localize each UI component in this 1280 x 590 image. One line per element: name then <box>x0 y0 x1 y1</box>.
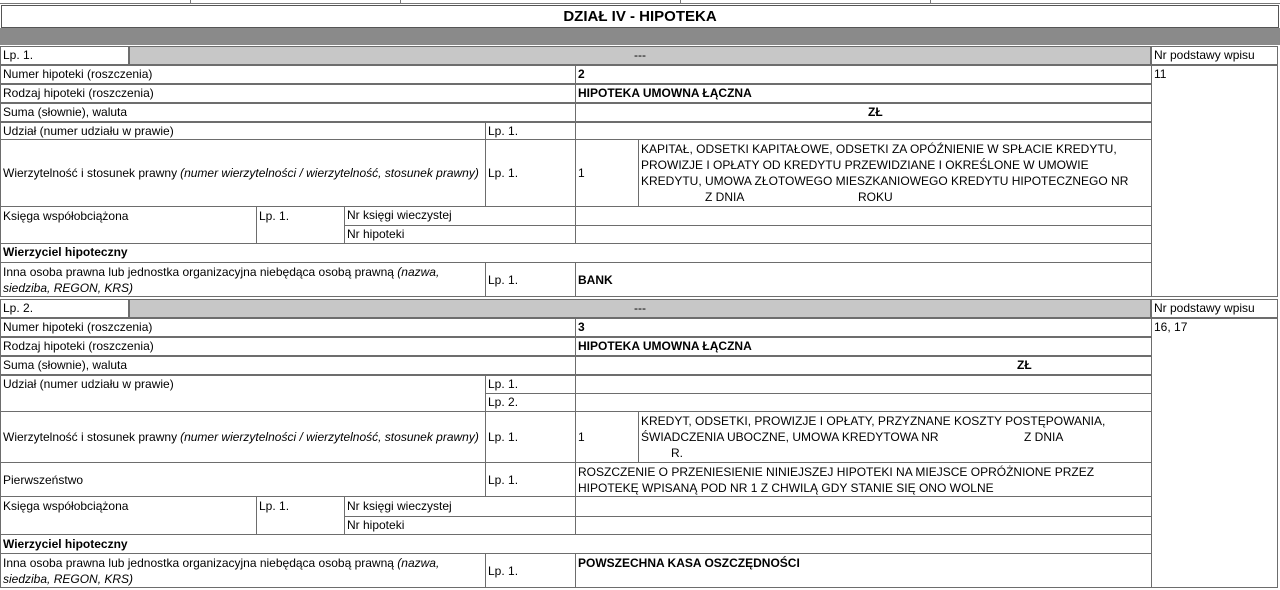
entry-lp: Lp. 1. <box>0 46 129 65</box>
wierzytelnosc-text <box>638 139 1152 207</box>
inna-osoba-label-italic: (nazwa, siedziba, REGON, KRS) <box>3 556 440 586</box>
pierwszenstwo-lp: Lp. 1. <box>485 462 576 497</box>
nr-podstawy-value: 16, 17 <box>1151 318 1278 588</box>
suma-value <box>575 356 1152 375</box>
rodzaj-value: HIPOTEKA UMOWNA ŁĄCZNA <box>575 337 1152 356</box>
nr-hipoteki-value <box>575 516 1152 535</box>
inna-osoba-label <box>0 262 486 297</box>
wierzytelnosc-lp: Lp. 1. <box>485 411 576 463</box>
suma-label: Suma (słownie), waluta <box>0 356 576 375</box>
wierzytelnosc-label <box>0 139 486 207</box>
udzial-lp: Lp. 1. <box>485 122 576 140</box>
numer-label: Numer hipoteki (roszczenia) <box>0 65 576 84</box>
pierwszenstwo-value: ROSZCZENIE O PRZENIESIENIE NINIEJSZEJ HIPOTEKI NA MIEJSCE OPRÓŻNIONE PRZEZ HIPOTEKĘ WPISANĄ POD NR 1 Z CHWILĄ GDY STANIE SIĘ ONO WOLNE <box>575 462 1152 497</box>
suma-label: Suma (słownie), waluta <box>0 103 576 122</box>
numer-value: 3 <box>575 318 1152 337</box>
inna-osoba-label <box>0 553 486 588</box>
wierzytelnosc-num: 1 <box>575 139 639 207</box>
wierzytelnosc-label-italic: (numer wierzytelności / wierzytelność, stosunek prawny) <box>180 430 479 444</box>
nr-hipoteki-label: Nr hipoteki <box>344 516 576 535</box>
udzial-label: Udział (numer udziału w prawie) <box>0 122 486 140</box>
nr-ksiegi-label: Nr księgi wieczystej <box>344 496 576 517</box>
ksiega-lp: Lp. 1. <box>256 496 345 535</box>
numer-value: 2 <box>575 65 1152 84</box>
udzial-label: Udział (numer udziału w prawie) <box>0 375 486 412</box>
wierzytelnosc-lp: Lp. 1. <box>485 139 576 207</box>
rodzaj-label: Rodzaj hipoteki (roszczenia) <box>0 337 576 356</box>
z-dnia: Z DNIA <box>705 190 745 204</box>
wierzytelnosc-label-italic: (numer wierzytelności / wierzytelność, stosunek prawny) <box>180 166 479 180</box>
udzial-lp-1: Lp. 1. <box>485 375 576 394</box>
top-strip <box>0 0 1280 4</box>
entry-header-bar: --- <box>129 46 1151 65</box>
wierzytelnosc-text-body: KAPITAŁ, ODSETKI KAPITAŁOWE, ODSETKI ZA OPÓŹNIENIE W SPŁACIE KREDYTU, PROWIZJE I OPŁATY OD KREDYTU PRZEWIDZIANE I OKREŚLONE W UMOWIE KREDYTU, UMOWA ZŁOTOWEGO MIESZKANIOWEGO KREDYTU HIPOTECZNEGO NR <box>641 142 1129 188</box>
nr-podstawy-value: 11 <box>1151 65 1278 297</box>
entry-lp: Lp. 2. <box>0 299 129 318</box>
wierzyciel-heading: Wierzyciel hipoteczny <box>0 534 1152 554</box>
wierzytelnosc-label-main: Wierzytelność i stosunek prawny <box>3 430 178 444</box>
wierzytelnosc-text <box>638 411 1152 463</box>
inna-osoba-label-main: Inna osoba prawna lub jednostka organizacyjna niebędąca osobą prawną <box>3 265 398 279</box>
ksiega-lp: Lp. 1. <box>256 206 345 244</box>
nr-ksiegi-label: Nr księgi wieczystej <box>344 206 576 226</box>
inna-osoba-label-main: Inna osoba prawna lub jednostka organizacyjna niebędąca osobą prawną <box>3 556 398 570</box>
ksiega-label: Księga współobciążona <box>0 496 257 535</box>
section-separator <box>0 28 1280 45</box>
inna-osoba-label-italic: (nazwa, siedziba, REGON, KRS) <box>3 265 440 295</box>
waluta: ZŁ <box>1017 358 1032 372</box>
wierzyciel-heading: Wierzyciel hipoteczny <box>0 243 1152 263</box>
ksiega-label: Księga współobciążona <box>0 206 257 244</box>
rodzaj-label: Rodzaj hipoteki (roszczenia) <box>0 84 576 103</box>
inna-osoba-lp: Lp. 1. <box>485 262 576 297</box>
udzial-lp-2: Lp. 2. <box>485 393 576 412</box>
udzial-value-2 <box>575 393 1152 412</box>
udzial-value-1 <box>575 375 1152 394</box>
z-dnia: Z DNIA <box>1024 430 1064 444</box>
entry-header-bar: --- <box>129 299 1151 318</box>
rodzaj-value: HIPOTEKA UMOWNA ŁĄCZNA <box>575 84 1152 103</box>
section-title: DZIAŁ IV - HIPOTEKA <box>1 5 1279 28</box>
nr-podstawy-label: Nr podstawy wpisu <box>1151 46 1278 65</box>
wierzytelnosc-label-main: Wierzytelność i stosunek prawny <box>3 166 178 180</box>
inna-osoba-value: POWSZECHNA KASA OSZCZĘDNOŚCI <box>575 553 1152 588</box>
wierzytelnosc-text-body: KREDYT, ODSETKI, PROWIZJE I OPŁATY, PRZYZNANE KOSZTY POSTĘPOWANIA, ŚWIADCZENIA UBOCZNE, UMOWA KREDYTOWA NR <box>641 414 1106 444</box>
nr-ksiegi-value <box>575 496 1152 517</box>
inna-osoba-value: BANK <box>575 262 1152 297</box>
nr-podstawy-label: Nr podstawy wpisu <box>1151 299 1278 318</box>
nr-ksiegi-value <box>575 206 1152 226</box>
r-suffix: R. <box>671 446 683 460</box>
nr-hipoteki-value <box>575 225 1152 244</box>
wierzytelnosc-label <box>0 411 486 463</box>
suma-value <box>575 103 1152 122</box>
numer-label: Numer hipoteki (roszczenia) <box>0 318 576 337</box>
wierzytelnosc-num: 1 <box>575 411 639 463</box>
pierwszenstwo-label: Pierwszeństwo <box>0 462 486 497</box>
nr-hipoteki-label: Nr hipoteki <box>344 225 576 244</box>
waluta: ZŁ <box>868 105 883 119</box>
udzial-value <box>575 122 1152 140</box>
inna-osoba-lp: Lp. 1. <box>485 553 576 588</box>
roku: ROKU <box>858 190 893 204</box>
